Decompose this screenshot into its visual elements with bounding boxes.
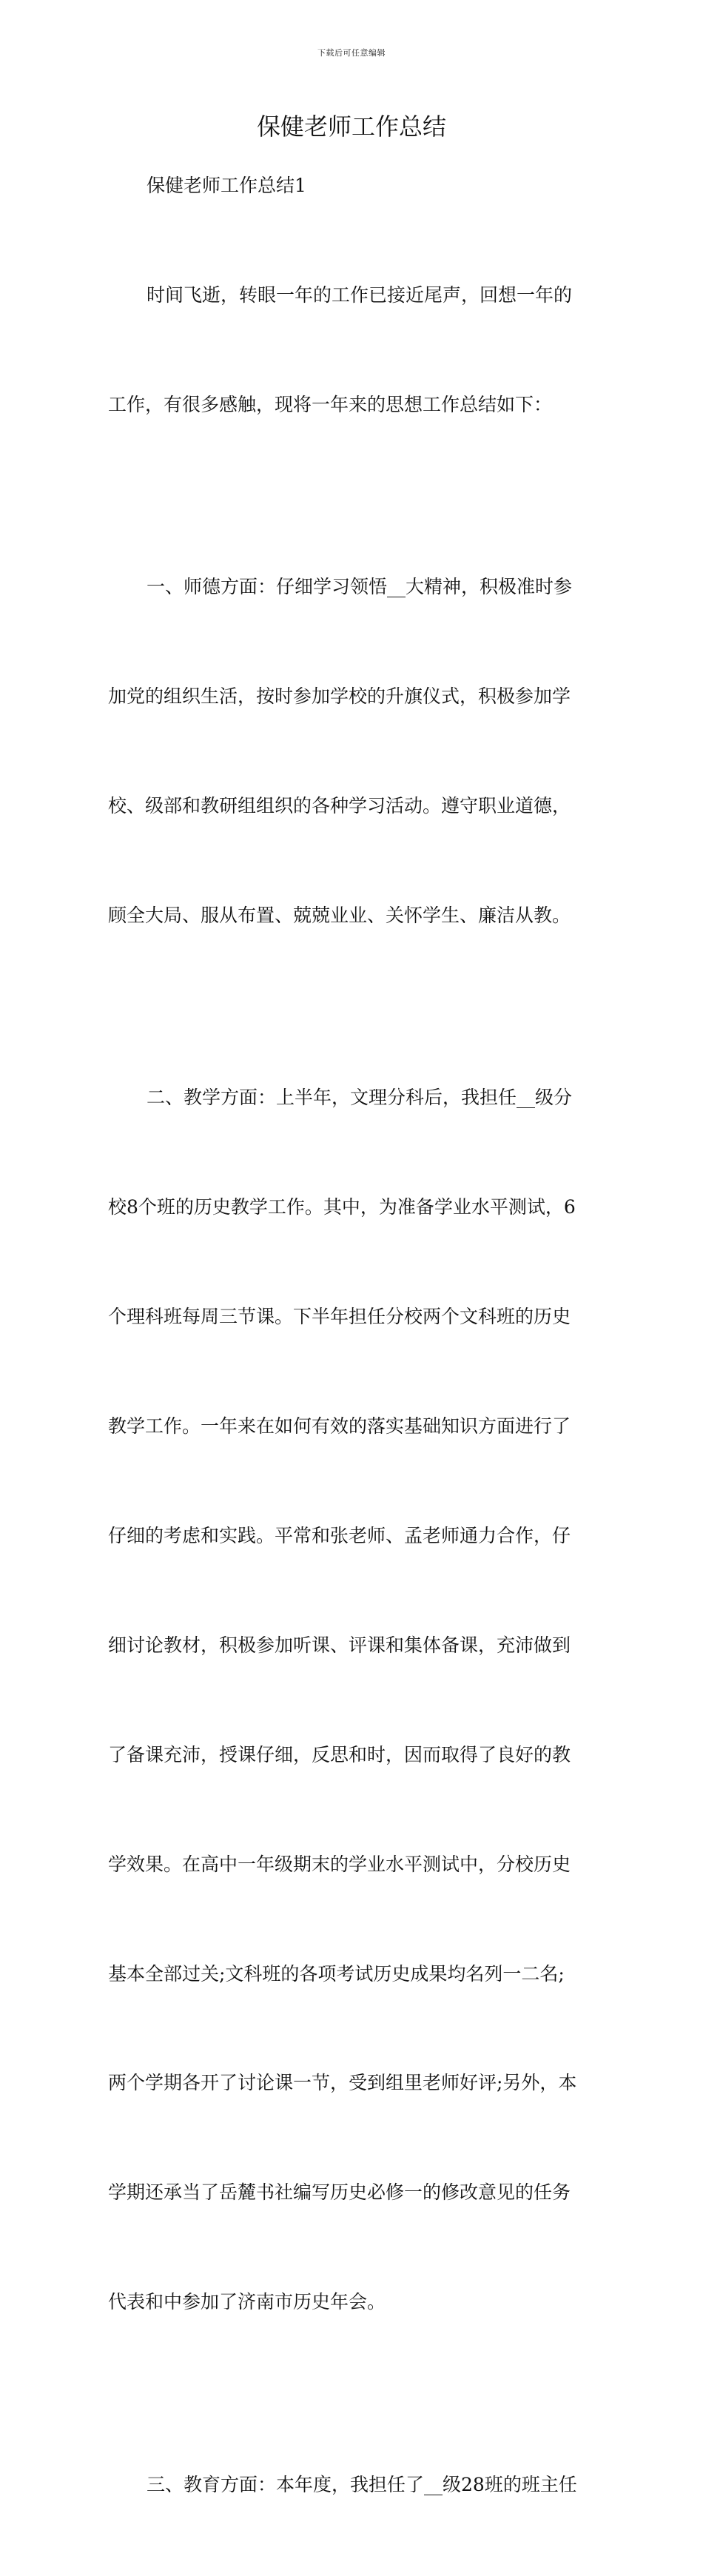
text-line: 了备课充沛，授课仔细，反思和时，因而取得了良好的教 xyxy=(108,1743,571,1765)
text-line: 仔细的考虑和实践。平常和张老师、孟老师通力合作，仔 xyxy=(108,1524,571,1546)
text-line: 教学工作。一年来在如何有效的落实基础知识方面进行了 xyxy=(108,1415,571,1438)
paragraph-education xyxy=(108,2393,596,2575)
text-line: 一、师德方面：仔细学习领悟__大精神，积极准时参 xyxy=(147,576,573,598)
header-note: 下载后可任意编辑 xyxy=(317,48,386,58)
text-line: 三、教育方面：本年度，我担任了__级28班的班主任 xyxy=(147,2473,577,2495)
text-line: 学效果。在高中一年级期末的学业水平测试中，分校历史 xyxy=(108,1853,571,1875)
text-line: 时间飞逝，转眼一年的工作已接近尾声，回想一年的 xyxy=(147,284,573,306)
text-line: 两个学期各开了讨论课一节，受到组里老师好评;另外，本 xyxy=(108,2072,577,2094)
text-line: 个理科班每周三节课。下半年担任分校两个文科班的历史 xyxy=(108,1306,571,1328)
text-line: 二、教学方面：上半年，文理分科后，我担任__级分 xyxy=(147,1087,573,1109)
document-body xyxy=(108,167,596,2576)
paragraph-intro xyxy=(108,204,596,495)
section-subheading: 保健老师工作总结1 xyxy=(147,175,306,196)
text-line: 工作，有很多感触，现将一年来的思想工作总结如下： xyxy=(108,393,553,415)
text-line: 校8个班的历史教学工作。其中，为准备学业水平测试，6 xyxy=(108,1196,576,1218)
text-line: 顾全大局、服从布置、兢兢业业、关怀学生、廉洁从教。 xyxy=(108,904,571,926)
text-line: 学期还承当了岳麓书社编写历史必修一的修改意见的任务 xyxy=(108,2181,571,2204)
text-line: 代表和中参加了济南市历史年会。 xyxy=(108,2291,386,2313)
paragraph-ethics xyxy=(108,496,596,1007)
page-title: 保健老师工作总结 xyxy=(256,113,446,141)
text-line: 校、级部和教研组组织的各种学习活动。遵守职业道德， xyxy=(108,795,571,817)
text-line: 细讨论教材，积极参加听课、评课和集体备课，充沛做到 xyxy=(108,1634,571,1656)
text-line: 加党的组织生活，按时参加学校的升旗仪式，积极参加学 xyxy=(108,685,571,708)
paragraph-teaching xyxy=(108,1007,596,2393)
text-line: 基本全部过关;文科班的各项考试历史成果均名列一二名; xyxy=(108,1962,565,1985)
